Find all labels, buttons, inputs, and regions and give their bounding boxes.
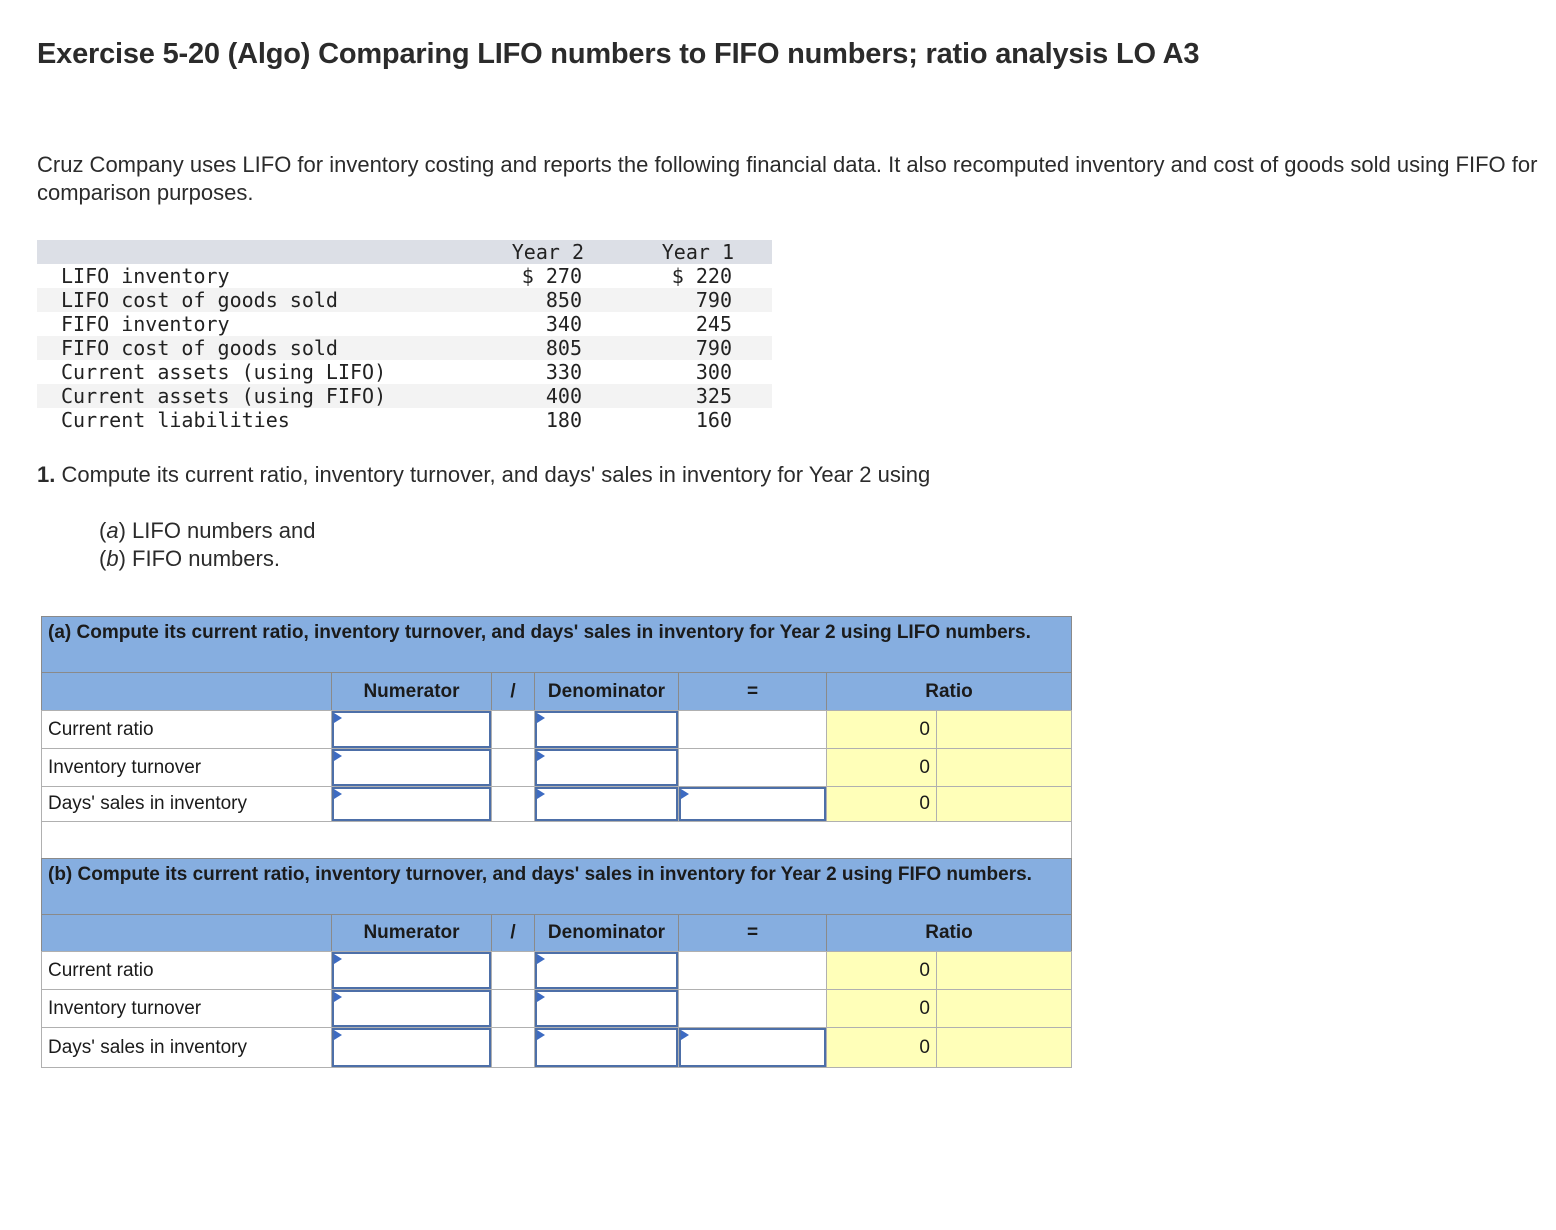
section-a-col-numerator: Numerator xyxy=(331,672,492,711)
year-1-value: 325 xyxy=(695,384,732,408)
section-b-col-numerator: Numerator xyxy=(331,914,492,952)
row-label: LIFO inventory xyxy=(61,264,230,288)
year-2-value: 180 xyxy=(545,408,582,432)
section-a-current-ratio-denominator-input[interactable] xyxy=(535,711,678,748)
section-b-row-inventory-turnover: Inventory turnover xyxy=(41,989,332,1028)
section-a-current-ratio-numerator-input[interactable] xyxy=(332,711,491,748)
cell xyxy=(678,951,827,990)
row-label: FIFO cost of goods sold xyxy=(61,336,338,360)
cell xyxy=(491,710,535,749)
section-b-col-equals: = xyxy=(678,914,827,952)
section-a-col-ratio: Ratio xyxy=(826,672,1072,711)
data-table-header xyxy=(37,240,772,264)
section-b-days-sales-numerator-input[interactable] xyxy=(332,1028,491,1067)
cell xyxy=(678,989,827,1028)
section-a-heading: (a) Compute its current ratio, inventory turnover, and days' sales in inventory for Year 2 using LIFO numbers. xyxy=(41,616,1072,673)
row-label: Current liabilities xyxy=(61,408,290,432)
section-b-current-ratio-value: 0 xyxy=(826,951,937,990)
table-row xyxy=(37,384,772,408)
year-2-value: 400 xyxy=(545,384,582,408)
row-label: Current assets (using FIFO) xyxy=(61,384,387,408)
section-b-col-denominator: Denominator xyxy=(534,914,679,952)
question-parts xyxy=(99,517,315,573)
section-a-days-sales-denominator-input[interactable] xyxy=(535,787,678,821)
question-body: Compute its current ratio, inventory turnover, and days' sales in inventory for Year 2 using xyxy=(55,462,931,487)
section-b-days-sales-multiplier-input[interactable] xyxy=(679,1028,826,1067)
section-a-current-ratio-value: 0 xyxy=(826,710,937,749)
table-row xyxy=(37,408,772,432)
section-spacer xyxy=(41,821,1072,859)
section-b-row-days-sales: Days' sales in inventory xyxy=(41,1027,332,1068)
table-row xyxy=(37,288,772,312)
cell xyxy=(491,989,535,1028)
table-row xyxy=(37,312,772,336)
year-1-value: 160 xyxy=(695,408,732,432)
header-year-1: Year 1 xyxy=(661,240,734,264)
year-1-value: 300 xyxy=(695,360,732,384)
cell xyxy=(491,748,535,787)
section-b-current-ratio-denominator-input[interactable] xyxy=(535,952,678,989)
section-a-days-sales-multiplier-input[interactable] xyxy=(679,787,826,821)
table-row xyxy=(37,336,772,360)
answer-grid xyxy=(41,616,1072,1068)
cell xyxy=(491,786,535,822)
row-label: LIFO cost of goods sold xyxy=(61,288,338,312)
section-b-col-ratio: Ratio xyxy=(826,914,1072,952)
year-2-value: 340 xyxy=(545,312,582,336)
section-b-days-sales-unit xyxy=(936,1027,1072,1068)
year-2-value: 850 xyxy=(545,288,582,312)
section-a-days-sales-numerator-input[interactable] xyxy=(332,787,491,821)
year-1-value: 790 xyxy=(695,288,732,312)
section-b-row-current-ratio: Current ratio xyxy=(41,951,332,990)
section-a-days-sales-unit xyxy=(936,786,1072,822)
question-number: 1. xyxy=(37,462,56,487)
section-a-row-current-ratio: Current ratio xyxy=(41,710,332,749)
year-2-value: 330 xyxy=(545,360,582,384)
table-row xyxy=(37,264,772,288)
year-1-value: 790 xyxy=(695,336,732,360)
section-a-current-ratio-unit xyxy=(936,710,1072,749)
cell xyxy=(678,748,827,787)
section-b-header-blank xyxy=(41,914,332,952)
section-a-inventory-turnover-unit xyxy=(936,748,1072,787)
year-1-value: 245 xyxy=(695,312,732,336)
section-a-col-slash: / xyxy=(491,672,535,711)
section-b-current-ratio-numerator-input[interactable] xyxy=(332,952,491,989)
section-b-inventory-turnover-numerator-input[interactable] xyxy=(332,990,491,1027)
section-a-inventory-turnover-value: 0 xyxy=(826,748,937,787)
header-year-2: Year 2 xyxy=(511,240,584,264)
section-a-header-blank xyxy=(41,672,332,711)
page-title: Exercise 5-20 (Algo) Comparing LIFO numbers to FIFO numbers; ratio analysis LO A3 xyxy=(37,38,1200,70)
year-2-value: $ 270 xyxy=(521,264,582,288)
part-a: (a) LIFO numbers and xyxy=(99,518,316,543)
section-b-current-ratio-unit xyxy=(936,951,1072,990)
question-text xyxy=(37,462,930,488)
section-b-inventory-turnover-denominator-input[interactable] xyxy=(535,990,678,1027)
section-b-col-slash: / xyxy=(491,914,535,952)
section-b-days-sales-denominator-input[interactable] xyxy=(535,1028,678,1067)
row-label: Current assets (using LIFO) xyxy=(61,360,387,384)
section-b-heading: (b) Compute its current ratio, inventory turnover, and days' sales in inventory for Year 2 using FIFO numbers. xyxy=(41,858,1072,915)
row-label: FIFO inventory xyxy=(61,312,230,336)
cell xyxy=(491,1027,535,1068)
section-a-row-days-sales: Days' sales in inventory xyxy=(41,786,332,822)
intro-text: Cruz Company uses LIFO for inventory costing and reports the following financial data. It also recomputed inventory and cost of goods sold using FIFO for comparison purposes. xyxy=(37,152,1538,205)
section-a-col-equals: = xyxy=(678,672,827,711)
section-b-inventory-turnover-value: 0 xyxy=(826,989,937,1028)
section-b-days-sales-value: 0 xyxy=(826,1027,937,1068)
year-2-value: 805 xyxy=(545,336,582,360)
section-a-col-denominator: Denominator xyxy=(534,672,679,711)
cell xyxy=(491,951,535,990)
section-a-row-inventory-turnover: Inventory turnover xyxy=(41,748,332,787)
section-b-inventory-turnover-unit xyxy=(936,989,1072,1028)
financial-data-table xyxy=(37,240,772,432)
section-a-inventory-turnover-denominator-input[interactable] xyxy=(535,749,678,786)
year-1-value: $ 220 xyxy=(671,264,732,288)
part-b: (b) FIFO numbers. xyxy=(99,546,280,571)
cell xyxy=(678,710,827,749)
section-a-days-sales-value: 0 xyxy=(826,786,937,822)
section-a-inventory-turnover-numerator-input[interactable] xyxy=(332,749,491,786)
table-row xyxy=(37,360,772,384)
